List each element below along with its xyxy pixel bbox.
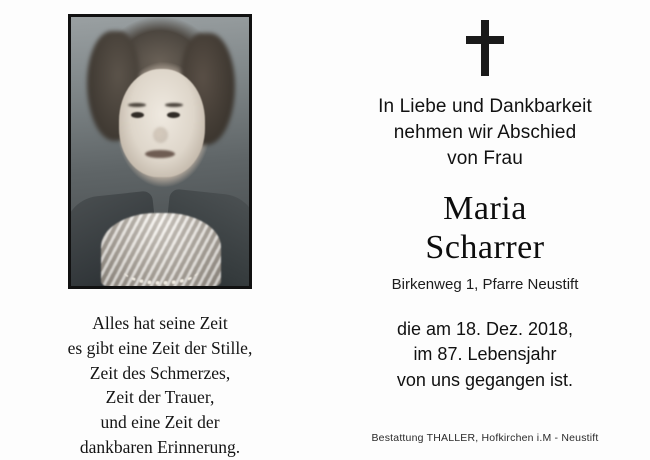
- portrait-face: [119, 69, 205, 177]
- portrait-photo: [71, 17, 249, 286]
- portrait-brow-right: [165, 103, 183, 107]
- cross-horizontal-bar: [466, 36, 504, 44]
- verse-line: Zeit des Schmerzes,: [89, 362, 231, 383]
- portrait-brow-left: [128, 103, 146, 107]
- verse-line: Alles hat seine Zeit: [92, 312, 228, 333]
- portrait-mouth: [145, 150, 175, 158]
- cross-icon: [462, 20, 508, 76]
- intro-line: von Frau: [447, 148, 523, 170]
- portrait-nose: [153, 127, 168, 143]
- verse-line: dankbaren Erinnerung.: [79, 437, 241, 458]
- portrait-eye-right: [167, 112, 180, 118]
- intro-text: [378, 94, 592, 173]
- portrait-necklace: [123, 255, 199, 285]
- memorial-verse: [50, 311, 271, 460]
- death-info-line: die am 18. Dez. 2018,: [396, 318, 574, 339]
- left-panel: [0, 0, 320, 460]
- last-name: Scharrer: [425, 229, 545, 267]
- address-line: Birkenweg 1, Pfarre Neustift: [391, 275, 579, 293]
- portrait-eye-left: [131, 112, 144, 118]
- deceased-name: [425, 189, 544, 268]
- verse-line: und eine Zeit der: [100, 412, 220, 433]
- intro-line: nehmen wir Abschied: [393, 122, 577, 144]
- first-name: Maria: [443, 189, 527, 227]
- death-info-line: im 87. Lebensjahr: [413, 344, 557, 365]
- portrait-frame: [68, 14, 252, 289]
- death-info: [397, 317, 573, 394]
- death-info-line: von uns gegangen ist.: [396, 369, 574, 390]
- verse-line: Zeit der Trauer,: [105, 387, 215, 408]
- verse-line: es gibt eine Zeit der Stille,: [67, 337, 253, 358]
- right-panel: [320, 0, 650, 460]
- cross-vertical-bar: [481, 20, 489, 76]
- funeral-home-footer: Bestattung THALLER, Hofkirchen i.M - Neustift: [371, 432, 599, 444]
- intro-line: In Liebe und Dankbarkeit: [378, 96, 592, 117]
